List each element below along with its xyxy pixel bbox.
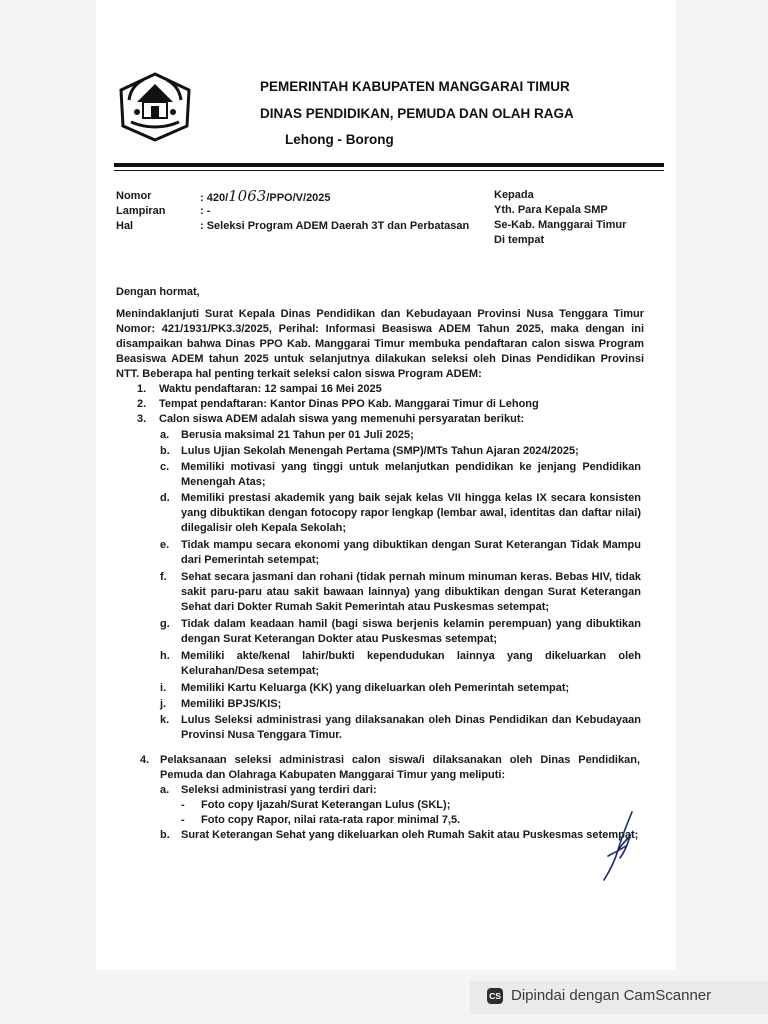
req-b: Lulus Ujian Sekolah Menengah Pertama (SMP)/MTs Tahun Ajaran 2024/2025; <box>181 445 579 457</box>
signature-initial-mark <box>596 806 640 884</box>
req-marker-g: g. <box>160 618 170 630</box>
req-marker-i: i. <box>160 682 167 694</box>
sel-b: Surat Keterangan Sehat yang dikeluarkan oleh Rumah Sakit atau Puskesmas setempat; <box>181 829 639 841</box>
letterhead-address: Lehong - Borong <box>285 132 394 147</box>
req-marker-c: c. <box>160 461 170 473</box>
req-marker-j: j. <box>160 698 167 710</box>
sel-marker-a: a. <box>160 784 170 796</box>
item-number-1: 1. <box>137 383 147 395</box>
sel-a-1: Foto copy Ijazah/Surat Keterangan Lulus (SKL); <box>201 799 451 811</box>
req-d: Memiliki prestasi akademik yang baik sejak kelas VII hingga kelas IX secara konsisten yang dibuktikan dengan fotocopy rapor lengkap (lembar awal, identitas dan daftar nilai) dilegalisir oleh Kepala Sekolah; <box>181 492 641 534</box>
req-j: Memiliki BPJS/KIS; <box>181 698 282 710</box>
hal-label: Hal <box>116 220 134 232</box>
req-g: Tidak dalam keadaan hamil (bagi siswa berjenis kelamin perempuan) yang dibuktikan dengan Surat Keterangan Dokter atau Puskesmas setempat; <box>181 618 641 645</box>
letterhead-divider-thin <box>114 170 664 171</box>
nomor-suffix: /PPO/V/2025 <box>266 192 331 204</box>
camscanner-label: Dipindai dengan CamScanner <box>511 987 712 1004</box>
nomor-prefix: : 420/ <box>200 192 229 204</box>
recipient-title: Yth. Para Kepala SMP <box>494 204 608 216</box>
req-marker-k: k. <box>160 714 170 726</box>
camscanner-icon: CS <box>487 988 503 1004</box>
sel-a-dash-1: - <box>181 799 185 811</box>
regency-crest-icon <box>115 72 195 142</box>
req-k: Lulus Seleksi administrasi yang dilaksanakan oleh Dinas Pendidikan dan Kebudayaan Provinsi Nusa Tenggara Timur. <box>181 714 641 741</box>
item-registration-time: Waktu pendaftaran: 12 sampai 16 Mei 2025 <box>159 383 382 395</box>
recipient-kepada: Kepada <box>494 189 534 201</box>
req-a: Berusia maksimal 21 Tahun per 01 Juli 2025; <box>181 429 414 441</box>
req-marker-e: e. <box>160 539 170 551</box>
item-number-3: 3. <box>137 413 147 425</box>
recipient-region: Se-Kab. Manggarai Timur <box>494 219 627 231</box>
req-f: Sehat secara jasmani dan rohani (tidak pernah minum minuman keras. Bebas HIV, tidak sakit paru-paru atau sakit bawaan lainnya) yang dibuktikan dengan Surat Keterangan Sehat dari Dokter Rumah Sakit Pemerintah atau Puskesmas setempat; <box>181 571 641 613</box>
req-marker-d: d. <box>160 492 170 504</box>
sel-marker-b: b. <box>160 829 170 841</box>
item-registration-place: Tempat pendaftaran: Kantor Dinas PPO Kab. Manggarai Timur di Lehong <box>159 398 539 410</box>
recipient-place: Di tempat <box>494 234 545 246</box>
hal-value: : Seleksi Program ADEM Daerah 3T dan Perbatasan <box>200 220 470 232</box>
lampiran-value: : - <box>200 205 211 217</box>
req-h: Memiliki akte/kenal lahir/bukti kependudukan lainnya yang dikeluarkan oleh Kelurahan/Desa setempat; <box>181 650 641 677</box>
intro-paragraph: Menindaklanjuti Surat Kepala Dinas Pendidikan dan Kebudayaan Provinsi Nusa Tenggara Timur Nomor: 421/1931/PK3.3/2025, Perihal: Informasi Beasiswa ADEM Tahun 2025, maka dengan ini disampaikan bahwa Dinas PPO Kab. Manggarai Timur membuka pendaftaran calon siswa Program Beasiswa ADEM tahun 2025 untuk selanjutnya dilakukan seleksi oleh Dinas Pendidikan Provinsi NTT. Beberapa hal penting terkait seleksi calon siswa Program ADEM: <box>116 308 644 380</box>
item-requirements: Calon siswa ADEM adalah siswa yang memenuhi persyaratan berikut: <box>159 413 525 425</box>
nomor-label: Nomor <box>116 190 152 202</box>
letterhead-agency: DINAS PENDIDIKAN, PEMUDA DAN OLAH RAGA <box>260 106 574 121</box>
nomor-value <box>200 189 331 206</box>
req-marker-h: h. <box>160 650 170 662</box>
req-marker-b: b. <box>160 445 170 457</box>
item-selection: Pelaksanaan seleksi administrasi calon siswa/i dilaksanakan oleh Dinas Pendidikan, Pemuda dan Olahraga Kabupaten Manggarai Timur yang meliputi: <box>160 754 640 781</box>
req-i: Memiliki Kartu Keluarga (KK) yang dikeluarkan oleh Pemerintah setempat; <box>181 682 570 694</box>
req-c: Memiliki motivasi yang tinggi untuk melanjutkan pendidikan ke jenjang Pendidikan Menengah Atas; <box>181 461 641 488</box>
req-marker-a: a. <box>160 429 170 441</box>
item-number-2: 2. <box>137 398 147 410</box>
sel-a-2: Foto copy Rapor, nilai rata-rata rapor minimal 7,5. <box>201 814 461 826</box>
nomor-handwritten: 1063 <box>228 187 267 205</box>
req-e: Tidak mampu secara ekonomi yang dibuktikan dengan Surat Keterangan Tidak Mampu dari Pemerintah setempat; <box>181 539 641 566</box>
item-number-4: 4. <box>140 754 150 766</box>
sel-a-dash-2: - <box>181 814 185 826</box>
letterhead-government: PEMERINTAH KABUPATEN MANGGARAI TIMUR <box>260 79 570 94</box>
greeting: Dengan hormat, <box>116 286 200 298</box>
lampiran-label: Lampiran <box>116 205 166 217</box>
sel-a: Seleksi administrasi yang terdiri dari: <box>181 784 377 796</box>
req-marker-f: f. <box>160 571 167 583</box>
letterhead-divider-thick <box>114 163 664 167</box>
